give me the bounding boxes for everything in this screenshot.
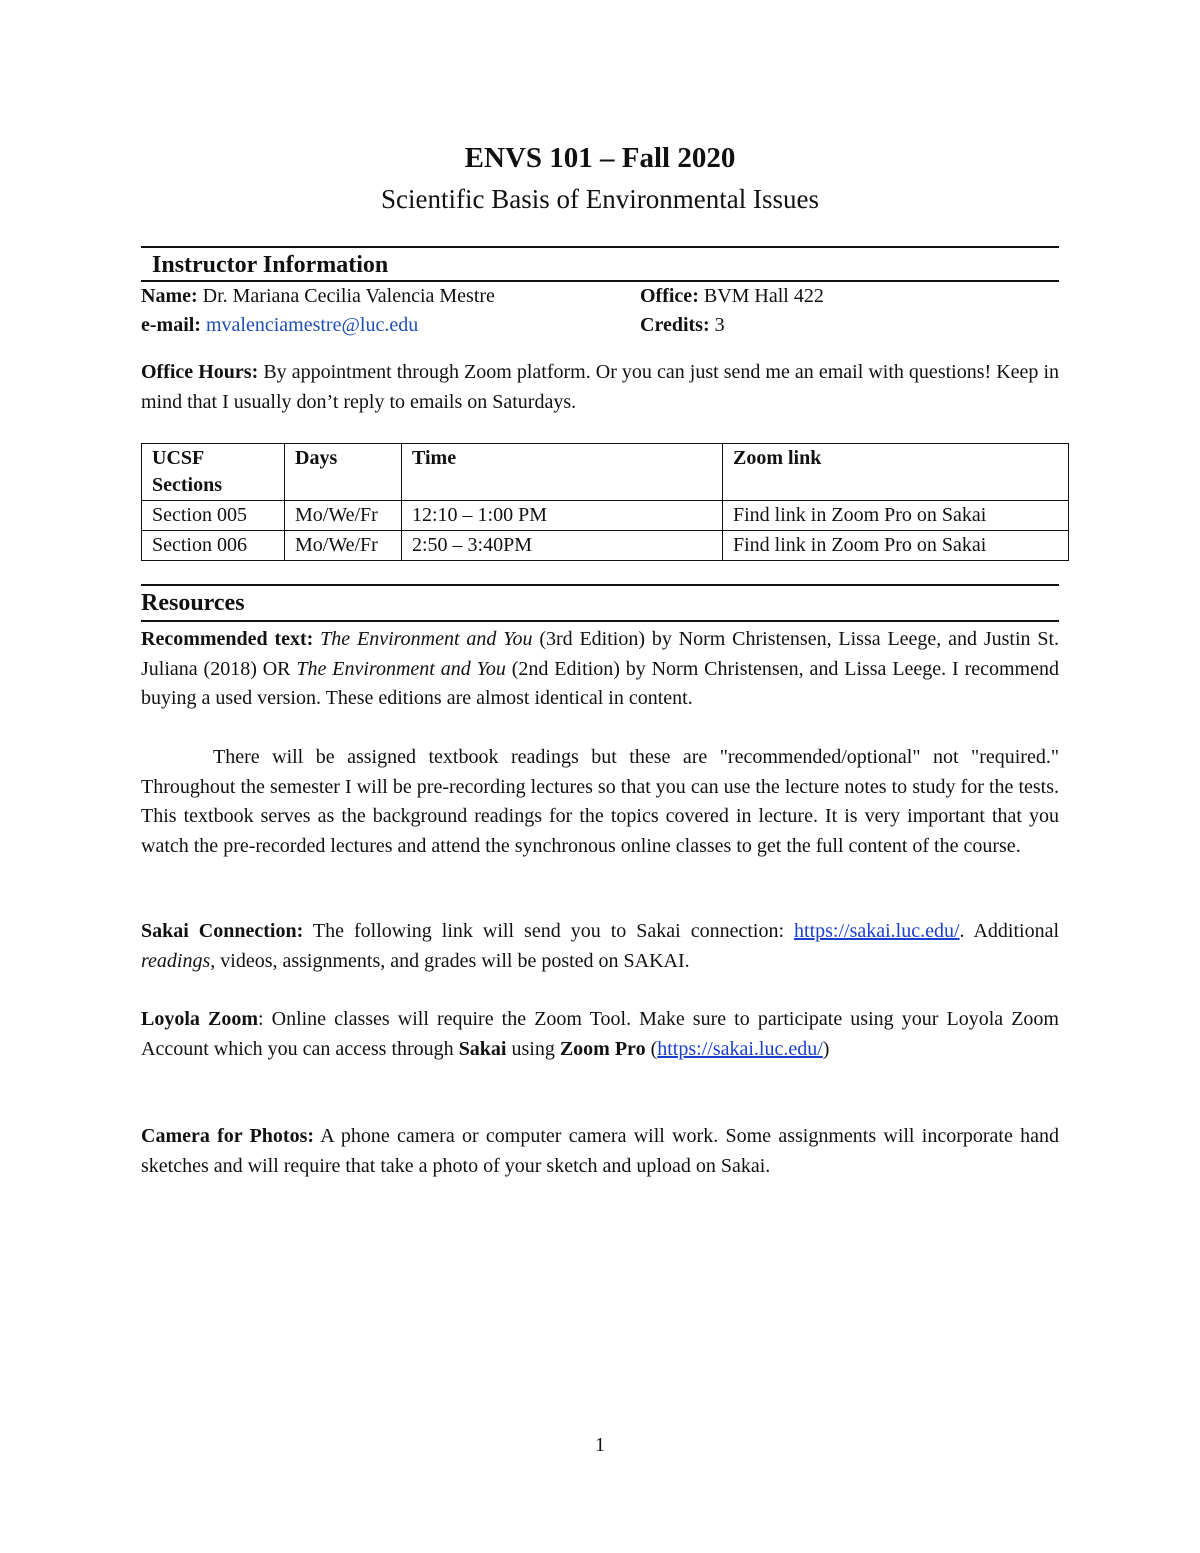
schedule-header-time: Time (402, 444, 723, 501)
zoom-sakai: Sakai (458, 1037, 507, 1060)
schedule-header-row (142, 444, 1069, 501)
readings-paragraph (141, 743, 1059, 861)
sakai-text-3: , videos, assignments, and grades will be posted on SAKAI. (210, 949, 690, 972)
zoom-paragraph (141, 1005, 1059, 1064)
sakai-text-2: . Additional (959, 920, 1059, 942)
instructor-heading: Instructor Information (152, 252, 389, 278)
recommended-part2: (2nd Edition) by Norm Christensen, and Lissa Leege. I recommend buying a used version. These editions are almost identical in content. (141, 657, 1059, 709)
instructor-name-line (141, 285, 495, 308)
zoom-pro: Zoom Pro (559, 1037, 646, 1060)
zoom-sakai-link[interactable]: https://sakai.luc.edu/ (657, 1037, 823, 1060)
camera-text: A phone camera or computer camera will work. Some assignments will incorporate hand sketches and will require that take a photo of your sketch and upload on Sakai. (141, 1125, 1059, 1177)
time-cell: 2:50 – 3:40PM (402, 531, 723, 561)
email-label: e-mail: (141, 314, 201, 336)
instructor-email-line (141, 314, 418, 337)
divider-top (141, 246, 1059, 248)
schedule-header-sections: UCSF Sections (142, 444, 285, 501)
sakai-link[interactable]: https://sakai.luc.edu/ (794, 920, 960, 942)
table-row (142, 501, 1069, 531)
zoom-text-1: : Online classes will require the Zoom Tool. Make sure to participate using your Loyola Zoom Account which you can access through (141, 1008, 1059, 1060)
course-subtitle: Scientific Basis of Environmental Issues (381, 184, 819, 214)
zoom-open-paren: ( (645, 1037, 658, 1060)
divider-instructor (141, 280, 1059, 282)
name-value: Dr. Mariana Cecilia Valencia Mestre (202, 285, 495, 307)
schedule-table (141, 443, 1069, 561)
office-hours-label: Office Hours: (141, 361, 259, 383)
sakai-paragraph (141, 917, 1059, 976)
instructor-office-line (640, 285, 824, 308)
zoom-label: Loyola Zoom (141, 1008, 258, 1030)
book-title-1: The Environment and You (320, 628, 533, 650)
table-row (142, 531, 1069, 561)
recommended-label: Recommended text: (141, 628, 314, 650)
zoom-link-cell: Find link in Zoom Pro on Sakai (723, 501, 1069, 531)
recommended-part1: (3rd Edition) by Norm Christensen, Lissa Leege, and Justin St. Juliana (2018) OR (141, 628, 1060, 680)
credits-label: Credits: (640, 314, 710, 336)
office-hours-paragraph (141, 358, 1059, 417)
book-title-2: The Environment and You (296, 657, 506, 680)
email-value[interactable]: mvalenciamestre@luc.edu (205, 314, 419, 336)
office-value: BVM Hall 422 (703, 285, 824, 307)
schedule-header-zoom: Zoom link (723, 444, 1069, 501)
instructor-credits-line (640, 314, 725, 337)
readings-text: There will be assigned textbook readings but these are "recommended/optional" not "required." Throughout the semester I will be pre-recording lectures so that you can use the lecture notes to study for the tests. This textbook serves as the background readings for the topics covered in lecture. It is very important that you watch the pre-recorded lectures and attend the synchronous online classes to get the full content of the course. (141, 746, 1059, 857)
zoom-link-cell: Find link in Zoom Pro on Sakai (723, 531, 1069, 561)
schedule-header-days: Days (285, 444, 402, 501)
time-cell: 12:10 – 1:00 PM (402, 501, 723, 531)
recommended-text-paragraph (141, 625, 1059, 714)
days-cell: Mo/We/Fr (285, 531, 402, 561)
camera-label: Camera for Photos: (141, 1125, 315, 1147)
divider-resources (141, 620, 1059, 622)
resources-heading: Resources (141, 590, 245, 616)
section-cell: Section 006 (142, 531, 285, 561)
camera-paragraph (141, 1122, 1059, 1181)
divider-resources-top (141, 584, 1059, 586)
sakai-label: Sakai Connection: (141, 920, 304, 942)
zoom-text-2: using (506, 1037, 560, 1060)
section-cell: Section 005 (142, 501, 285, 531)
office-label: Office: (640, 285, 699, 307)
page-number: 1 (595, 1434, 605, 1456)
office-hours-text: By appointment through Zoom platform. Or you can just send me an email with questions! Keep in mind that I usually don’t reply to emails on Saturdays. (141, 361, 1060, 413)
course-title: ENVS 101 – Fall 2020 (464, 142, 736, 174)
days-cell: Mo/We/Fr (285, 501, 402, 531)
credits-value: 3 (714, 314, 725, 336)
zoom-close-paren: ) (822, 1037, 830, 1060)
sakai-text-1: The following link will send you to Sakai connection: (303, 920, 795, 942)
name-label: Name: (141, 285, 198, 307)
sakai-readings: readings (141, 949, 211, 972)
